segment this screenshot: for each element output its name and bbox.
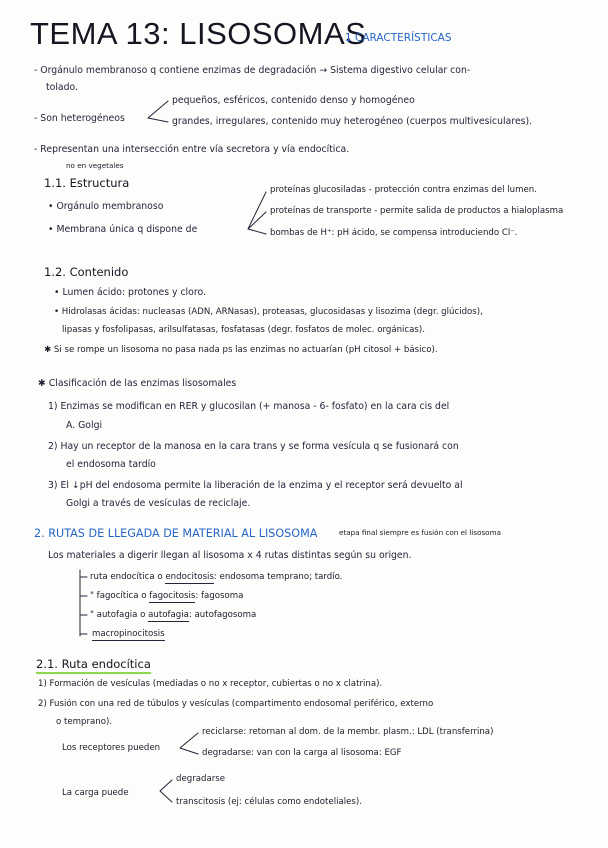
- membrane-option-3: bombas de H⁺: pH ácido, se compensa introduciendo Cl⁻.: [270, 228, 518, 238]
- heading-2-1: 2.1. Ruta endocítica: [36, 659, 151, 671]
- membrane-bracket: [248, 192, 266, 234]
- cargo-option-1: degradarse: [176, 774, 226, 784]
- classification-step-1: 1) Enzimas se modifican en RER y glucosilan (+ manosa - 6- fosfato) en la cara cis del: [48, 401, 450, 412]
- route-autophagy: " autofagia o autofagia: autofagosoma: [90, 610, 257, 620]
- route-macropinocytosis: macropinocitosis: [92, 629, 165, 639]
- classification-step-2: 2) Hay un receptor de la manosa en la cara trans y se forma vesícula q se fusionará con: [48, 441, 459, 452]
- intersection-note: no en vegetales: [66, 161, 124, 170]
- hetero-option-a: pequeños, esféricos, contenido denso y homogéneo: [172, 95, 415, 106]
- heading-1-1: 1.1. Estructura: [44, 176, 130, 190]
- cargo-label: La carga puede: [62, 788, 129, 798]
- classification-step-3-cont: Golgi a través de vesículas de reciclaje.: [66, 498, 251, 509]
- endocytic-step-1: 1) Formación de vesículas (mediadas o no x receptor, cubiertas o no x clatrina).: [38, 679, 383, 689]
- endocytic-step-2: 2) Fusión con una red de túbulos y vesículas (compartimento endosomal periférico, externo: [38, 699, 434, 709]
- membrane-option-2: proteínas de transporte - permite salida de productos a hialoplasma: [270, 206, 564, 216]
- content-note: ✱ Si se rompe un lisosoma no pasa nada ps las enzimas no actuarían (pH citosol + básico).: [44, 345, 438, 355]
- heading-2-aside: etapa final siempre es fusión con el lisosoma: [339, 528, 501, 537]
- cargo-bracket: [160, 780, 172, 802]
- content-bullet-2: • Hidrolasas ácidas: nucleasas (ADN, ARNasas), proteasas, glucosidasas y lisozima (degr. glúcidos),: [54, 307, 483, 317]
- intersection-line: - Representan una intersección entre vía secretora y vía endocítica.: [34, 144, 350, 155]
- hetero-label: - Son heterogéneos: [34, 113, 125, 124]
- receptors-option-1: reciclarse: retornan al dom. de la membr. plasm.: LDL (transferrina): [202, 727, 494, 737]
- intro-line-cont: tolado.: [46, 82, 78, 93]
- structure-bullet-2: • Membrana única q dispone de: [48, 224, 198, 235]
- routes-intro: Los materiales a digerir llegan al lisosoma x 4 rutas distintas según su origen.: [48, 550, 412, 561]
- hetero-option-b: grandes, irregulares, contenido muy heterogéneo (cuerpos multivesiculares).: [172, 116, 533, 127]
- classification-step-2-cont: el endosoma tardío: [66, 459, 156, 470]
- route-endocytic: ruta endocítica o endocitosis: endosoma temprano; tardío.: [90, 572, 343, 582]
- membrane-option-1: proteínas glucosiladas - protección contra enzimas del lumen.: [270, 185, 537, 195]
- classification-step-1-cont: A. Golgi: [66, 420, 103, 431]
- content-bullet-1: • Lumen ácido: protones y cloro.: [54, 287, 206, 298]
- intro-line: - Orgánulo membranoso q contiene enzimas de degradación → Sistema digestivo celular con-: [34, 65, 471, 76]
- hetero-bracket: [148, 101, 168, 122]
- section-1-title: 1 CARACTERÍSTICAS: [345, 32, 452, 44]
- heading-1-2: 1.2. Contenido: [44, 265, 129, 279]
- structure-bullet-1: • Orgánulo membranoso: [48, 201, 164, 212]
- endocytic-step-2-cont: o temprano).: [56, 717, 113, 727]
- heading-2: 2. RUTAS DE LLEGADA DE MATERIAL AL LISOSOMA: [34, 527, 318, 540]
- cargo-option-2: transcitosis (ej: células como endoteliales).: [176, 797, 362, 807]
- route-branch-arrows: [80, 577, 87, 634]
- receptors-label: Los receptores pueden: [62, 743, 161, 753]
- classification-heading: ✱ Clasificación de las enzimas lisosomales: [38, 378, 237, 389]
- classification-step-3: 3) El ↓pH del endosoma permite la liberación de la enzima y el receptor será devuelto al: [48, 480, 463, 491]
- route-phagocytic: " fagocítica o fagocitosis: fagosoma: [90, 591, 244, 601]
- content-bullet-2-cont: lipasas y fosfolipasas, arilsulfatasas, fosfatasas (degr. fosfatos de molec. orgánicas).: [62, 325, 425, 335]
- receptors-bracket: [180, 733, 198, 754]
- receptors-option-2: degradarse: van con la carga al lisosoma: EGF: [202, 748, 402, 758]
- page-title: TEMA 13: LISOSOMAS: [30, 16, 367, 51]
